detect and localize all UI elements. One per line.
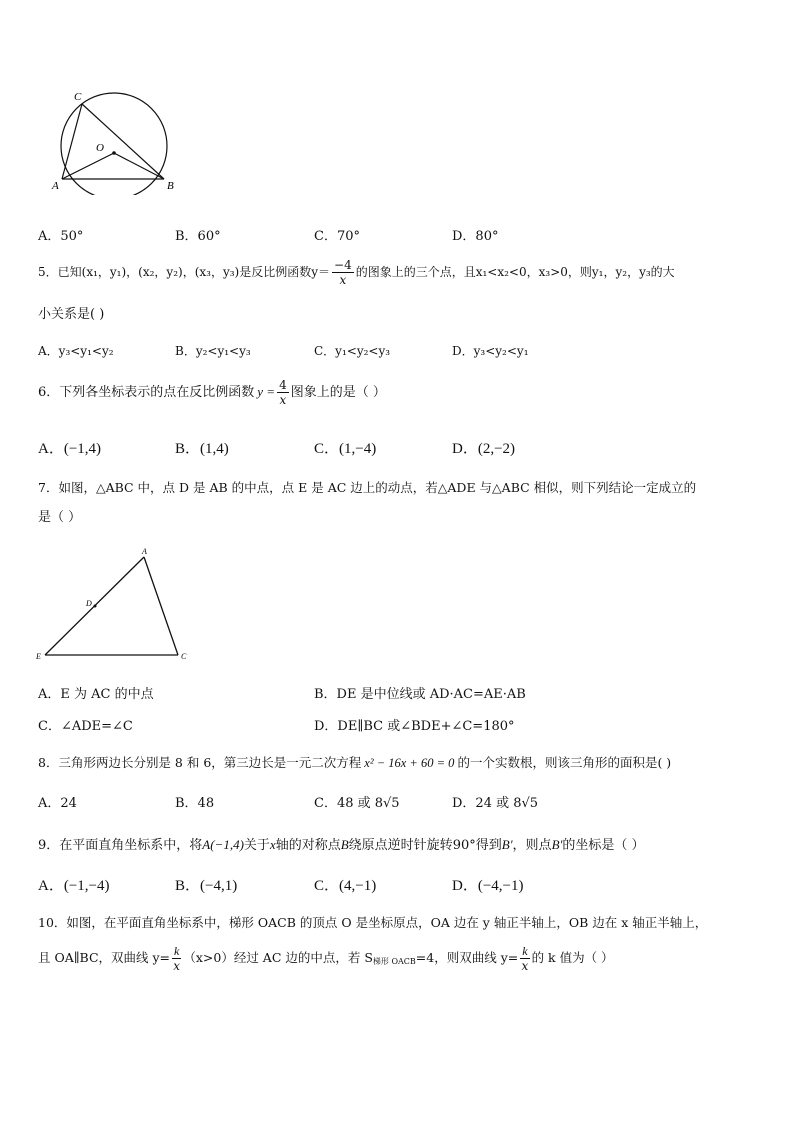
q6-y-eq: y =	[257, 384, 276, 399]
q6-stem-b: 图象上的是（ ）	[290, 385, 386, 400]
q4-option-b: B．60°	[175, 229, 221, 244]
label-a: A	[142, 547, 147, 556]
radius-oa	[62, 153, 114, 179]
q5-stem-a: 5．已知(x₁，y₁)，(x₂，y₂)，(x₃，y₃)是反比例函数y＝	[38, 265, 331, 279]
q9-point-a: A(−1,4)	[202, 837, 244, 852]
q10-stem-line1: 10．如图，在平面直角坐标系中，梯形 OACB 的顶点 O 是坐标原点，OA 边在 y 轴正半轴上，OB 边在 x 轴正半轴上，	[38, 915, 708, 930]
q9-option-c: C．(4,−1)	[314, 878, 377, 894]
q5-fraction	[332, 258, 354, 287]
q10-stem-b1: 且 OA∥BC，双曲线 y=	[38, 950, 171, 965]
chord-ca	[62, 104, 82, 179]
q9-option-a: A．(−1,−4)	[38, 878, 110, 894]
q9-point-b: B	[340, 837, 349, 852]
q7-option-b: B．DE 是中位线或 AD·AC=AE·AB	[314, 687, 526, 702]
label-d: D	[86, 599, 92, 608]
q10-frac-num: k	[174, 944, 180, 958]
q10-stem-line2	[38, 944, 614, 973]
label-c: C	[181, 652, 187, 661]
label-e: E	[36, 652, 41, 661]
q10-frac-den: x	[173, 959, 181, 973]
center-dot	[112, 151, 116, 155]
label-o: O	[96, 142, 104, 154]
q4-circle-figure	[40, 85, 190, 195]
q9-stem-f: ，则点	[512, 838, 552, 853]
q9-b-prime: B′	[501, 837, 513, 852]
chord-cb	[82, 104, 164, 179]
q6-frac-num: 4	[279, 378, 287, 392]
q7-stem-line2: 是（ ）	[38, 510, 82, 525]
q5-option-d: D．y₃<y₂<y₁	[452, 344, 529, 358]
q5-option-b: B．y₂<y₁<y₃	[175, 344, 251, 358]
q8-option-c: C．48 或 8√5	[314, 796, 400, 811]
q5-frac-num: −4	[334, 258, 352, 272]
q4-option-c: C．70°	[314, 229, 360, 244]
q5-option-c: C．y₁<y₂<y₃	[314, 344, 391, 358]
q9-stem-e: 得到	[475, 838, 502, 853]
q6-frac-den: x	[279, 393, 287, 407]
label-b: B	[167, 180, 174, 192]
q9-b-prime-2: B′	[551, 837, 563, 852]
q10-frac2-num: k	[522, 944, 528, 958]
q5-frac-den: x	[339, 273, 347, 287]
q6-option-b: B．(1,4)	[175, 441, 229, 457]
q10-fraction-2	[520, 944, 529, 973]
q9-stem-a: 9．在平面直角坐标系中，将	[38, 838, 203, 853]
q7-triangle-figure	[34, 545, 194, 667]
q8-stem-a: 8．三角形两边长分别是 8 和 6，第三边长是一元二次方程	[38, 755, 362, 770]
q6-option-c: C．(1,−4)	[314, 441, 377, 457]
q4-option-d: D．80°	[452, 229, 499, 244]
label-a: A	[52, 180, 59, 192]
q10-stem-b2: （x>0）经过 AC 边的中点，若 S	[183, 950, 373, 965]
q9-axis: x	[269, 837, 276, 852]
q8-equation: x² − 16x + 60 = 0	[364, 756, 455, 770]
q5-stem-line2: 小关系是( )	[38, 307, 105, 322]
q5-stem-b: 的图象上的三个点，且x₁<x₂<0，x₃>0，则y₁，y₂，y₃的大	[355, 265, 675, 279]
q9-stem-b: 关于	[243, 838, 270, 853]
q8-option-b: B．48	[175, 796, 215, 811]
q9-angle: 90°	[452, 838, 476, 853]
q10-fraction-1	[172, 944, 181, 973]
q8-option-a: A．24	[38, 796, 77, 811]
q8-stem	[38, 754, 671, 772]
q4-option-a: A．50°	[38, 229, 84, 244]
q9-stem-d: 绕原点逆时针旋转	[348, 838, 453, 853]
q9-stem	[38, 836, 645, 855]
q10-stem-b3: =4，则双曲线 y=	[415, 950, 519, 965]
q7-stem-line1: 7．如图，△ABC 中，点 D 是 AB 的中点，点 E 是 AC 边上的动点，若△ADE 与△ABC 相似，则下列结论一定成立的	[38, 480, 697, 495]
label-c: C	[74, 91, 82, 103]
side-ac	[144, 557, 178, 655]
q6-option-d: D．(2,−2)	[452, 441, 516, 457]
q8-stem-b: 的一个实数根，则该三角形的面积是( )	[457, 755, 672, 770]
q10-subscript: 梯形 OACB	[372, 957, 416, 966]
q9-stem-c: 轴的对称点	[275, 838, 341, 853]
q8-option-d: D．24 或 8√5	[452, 796, 539, 811]
q5-stem-line1	[38, 258, 675, 287]
q9-option-b: B．(−4,1)	[175, 878, 238, 894]
q5-option-a: A．y₃<y₁<y₂	[38, 344, 114, 358]
q6-option-a: A．(−1,4)	[38, 441, 102, 457]
q6-stem-a: 6．下列各坐标表示的点在反比例函数	[38, 385, 255, 400]
circle-o	[61, 93, 167, 195]
q10-stem-b4: 的 k 值为（ ）	[531, 950, 614, 965]
q7-option-d: D．DE∥BC 或∠BDE+∠C=180°	[314, 719, 515, 734]
q9-stem-g: 的坐标是（ ）	[562, 838, 645, 853]
q6-fraction	[277, 378, 289, 407]
point-d	[94, 605, 97, 608]
q10-frac2-den: x	[521, 959, 529, 973]
q7-option-a: A．E 为 AC 的中点	[38, 687, 154, 702]
q6-stem	[38, 378, 386, 407]
q7-option-c: C．∠ADE=∠C	[38, 719, 133, 734]
q9-option-d: D．(−4,−1)	[452, 878, 524, 894]
